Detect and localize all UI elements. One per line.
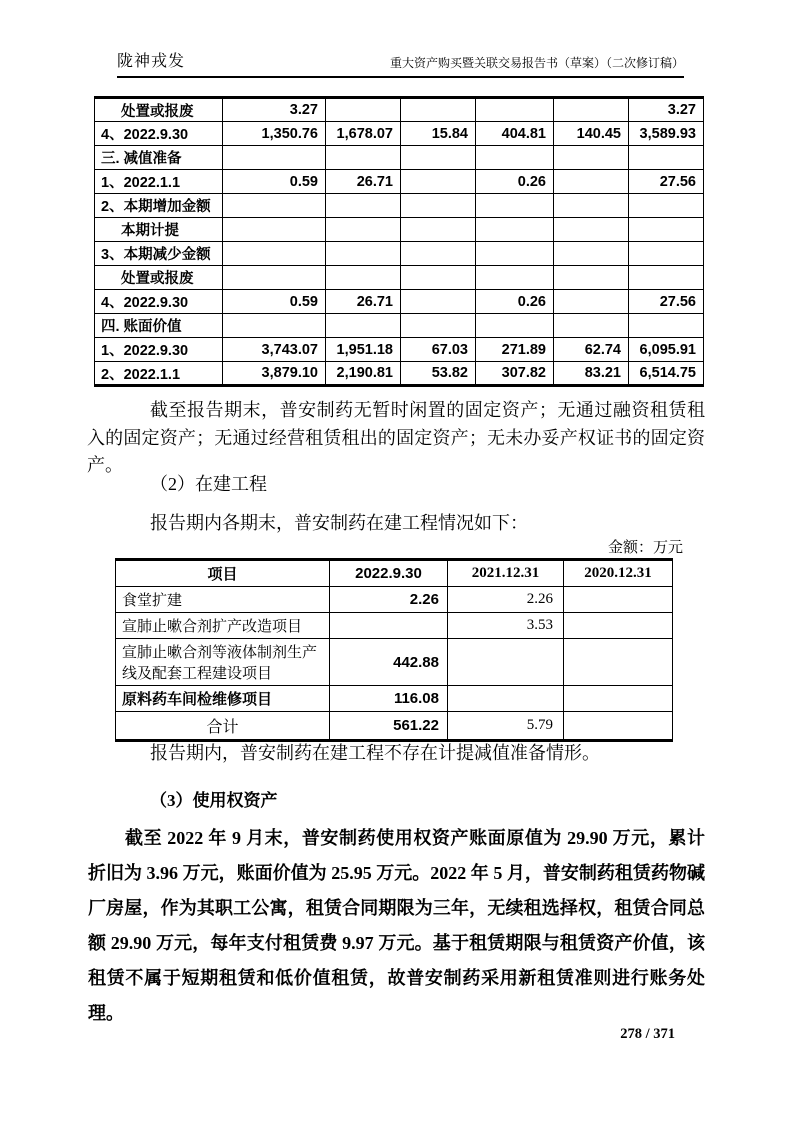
value-cell: 561.22 <box>330 712 448 741</box>
table-row <box>116 686 673 712</box>
value-cell: 3.27 <box>629 98 704 122</box>
project-cell: 原料药车间检维修项目 <box>116 686 330 712</box>
value-cell <box>326 242 401 266</box>
value-cell <box>326 314 401 338</box>
value-cell <box>223 266 326 290</box>
value-cell <box>223 314 326 338</box>
project-cell: 宣肺止嗽合剂等液体制剂生产线及配套工程建设项目 <box>116 639 330 686</box>
value-cell: 3,743.07 <box>223 338 326 362</box>
value-cell: 0.59 <box>223 290 326 314</box>
construction-in-progress-table <box>115 558 673 742</box>
value-cell: 0.26 <box>476 290 554 314</box>
value-cell <box>554 146 629 170</box>
value-cell <box>629 218 704 242</box>
value-cell: 6,514.75 <box>629 362 704 386</box>
value-cell: 27.56 <box>629 170 704 194</box>
value-cell <box>629 314 704 338</box>
col-header-project: 项目 <box>116 560 330 587</box>
row-label-cell: 1、2022.9.30 <box>95 338 223 362</box>
value-cell <box>326 146 401 170</box>
value-cell <box>448 686 564 712</box>
value-cell <box>629 242 704 266</box>
col-header-2020: 2020.12.31 <box>564 560 673 587</box>
value-cell: 6,095.91 <box>629 338 704 362</box>
value-cell: 83.21 <box>554 362 629 386</box>
section-label-cell: 四. 账面价值 <box>95 314 223 338</box>
value-cell: 116.08 <box>330 686 448 712</box>
total-label-cell: 合计 <box>116 712 330 741</box>
value-cell <box>629 146 704 170</box>
value-cell <box>564 686 673 712</box>
value-cell: 62.74 <box>554 338 629 362</box>
value-cell: 1,350.76 <box>223 122 326 146</box>
value-cell: 442.88 <box>330 639 448 686</box>
value-cell <box>401 266 476 290</box>
section-label-cell: 三. 减值准备 <box>95 146 223 170</box>
value-cell <box>629 266 704 290</box>
paragraph-fixed-assets-note: 截至报告期末，普安制药无暂时闲置的固定资产；无通过融资租赁租入的固定资产；无通过经营租赁租出的固定资产；无未办妥产权证书的固定资产。 <box>87 400 705 475</box>
value-cell <box>554 266 629 290</box>
value-cell <box>554 314 629 338</box>
table-row <box>95 266 704 290</box>
value-cell <box>476 314 554 338</box>
value-cell: 26.71 <box>326 170 401 194</box>
value-cell: 3.27 <box>223 98 326 122</box>
value-cell <box>476 242 554 266</box>
value-cell <box>401 98 476 122</box>
value-cell: 2.26 <box>330 587 448 613</box>
value-cell <box>476 218 554 242</box>
value-cell <box>564 712 673 741</box>
value-cell <box>476 194 554 218</box>
value-cell <box>564 613 673 639</box>
value-cell <box>330 613 448 639</box>
value-cell: 140.45 <box>554 122 629 146</box>
value-cell <box>401 242 476 266</box>
value-cell <box>401 146 476 170</box>
row-label-cell: 本期计提 <box>95 218 223 242</box>
value-cell <box>554 170 629 194</box>
col-header-2022: 2022.9.30 <box>330 560 448 587</box>
section-heading-construction: （2）在建工程 <box>150 474 267 494</box>
value-cell: 27.56 <box>629 290 704 314</box>
table-row <box>95 242 704 266</box>
page-header <box>117 48 684 78</box>
value-cell: 26.71 <box>326 290 401 314</box>
row-label-cell: 2、本期增加金额 <box>95 194 223 218</box>
value-cell <box>326 194 401 218</box>
value-cell: 0.26 <box>476 170 554 194</box>
value-cell: 67.03 <box>401 338 476 362</box>
value-cell: 404.81 <box>476 122 554 146</box>
row-label-cell: 4、2022.9.30 <box>95 290 223 314</box>
value-cell: 53.82 <box>401 362 476 386</box>
value-cell: 5.79 <box>448 712 564 741</box>
paragraph-rou-assets: 截至 2022 年 9 月末，普安制药使用权资产账面原值为 29.90 万元，累计折旧为 3.96 万元，账面价值为 25.95 万元。2022 年 5 月，普安制药租赁药物碱厂房屋，作为其职工公寓，租赁合同期限为三年，无续租选择权，租赁合同总额 29.90 万元，每年支付租赁费 9.97 万元。基于租赁期限与租赁资产价值，该租赁不属于短期租赁和低价值租赁，故普安制药采用新租赁准则进行账务处理。 <box>88 828 705 1023</box>
value-cell <box>223 242 326 266</box>
value-cell: 2,190.81 <box>326 362 401 386</box>
value-cell: 0.59 <box>223 170 326 194</box>
table-row <box>116 613 673 639</box>
value-cell <box>554 218 629 242</box>
row-label-cell: 处置或报废 <box>95 266 223 290</box>
value-cell: 3,879.10 <box>223 362 326 386</box>
value-cell <box>564 587 673 613</box>
value-cell <box>326 266 401 290</box>
value-cell <box>554 242 629 266</box>
value-cell <box>476 266 554 290</box>
col-header-2021: 2021.12.31 <box>448 560 564 587</box>
value-cell: 1,951.18 <box>326 338 401 362</box>
value-cell: 2.26 <box>448 587 564 613</box>
value-cell: 271.89 <box>476 338 554 362</box>
value-cell: 1,678.07 <box>326 122 401 146</box>
value-cell <box>223 194 326 218</box>
value-cell <box>554 98 629 122</box>
value-cell <box>223 146 326 170</box>
fixed-assets-table <box>94 96 704 387</box>
value-cell <box>326 98 401 122</box>
value-cell <box>401 290 476 314</box>
value-cell <box>554 194 629 218</box>
unit-label: 金额：万元 <box>607 540 683 556</box>
project-cell: 宣肺止嗽合剂扩产改造项目 <box>116 613 330 639</box>
table-row <box>95 170 704 194</box>
row-label-cell: 4、2022.9.30 <box>95 122 223 146</box>
row-label-cell: 处置或报废 <box>95 98 223 122</box>
value-cell <box>401 194 476 218</box>
value-cell <box>476 98 554 122</box>
table-row <box>95 362 704 386</box>
value-cell: 3.53 <box>448 613 564 639</box>
value-cell <box>448 639 564 686</box>
value-cell <box>223 218 326 242</box>
value-cell <box>401 314 476 338</box>
value-cell: 307.82 <box>476 362 554 386</box>
report-title: 重大资产购买暨关联交易报告书（草案）（二次修订稿） <box>389 56 684 70</box>
row-label-cell: 3、本期减少金额 <box>95 242 223 266</box>
value-cell <box>476 146 554 170</box>
table-row <box>95 146 704 170</box>
table-row <box>95 122 704 146</box>
paragraph-cip-impairment: 报告期内，普安制药在建工程不存在计提减值准备情形。 <box>150 743 600 763</box>
table-row <box>95 194 704 218</box>
table-row <box>95 98 704 122</box>
section-heading-rou-assets: （3）使用权资产 <box>150 791 278 810</box>
total-row <box>116 712 673 741</box>
table-header-row <box>116 560 673 587</box>
value-cell <box>401 170 476 194</box>
value-cell: 3,589.93 <box>629 122 704 146</box>
table-row <box>95 218 704 242</box>
value-cell <box>554 290 629 314</box>
row-label-cell: 2、2022.1.1 <box>95 362 223 386</box>
value-cell <box>629 194 704 218</box>
company-name: 陇神戎发 <box>117 53 186 70</box>
table-row <box>116 587 673 613</box>
table-row <box>95 338 704 362</box>
row-label-cell: 1、2022.1.1 <box>95 170 223 194</box>
project-cell: 食堂扩建 <box>116 587 330 613</box>
paragraph-cip-intro: 报告期内各期末，普安制药在建工程情况如下： <box>150 513 528 533</box>
value-cell <box>326 218 401 242</box>
value-cell: 15.84 <box>401 122 476 146</box>
table-row <box>95 290 704 314</box>
table-row <box>95 314 704 338</box>
value-cell <box>401 218 476 242</box>
table-row <box>116 639 673 686</box>
value-cell <box>564 639 673 686</box>
page-number: 278 / 371 <box>620 1026 675 1042</box>
